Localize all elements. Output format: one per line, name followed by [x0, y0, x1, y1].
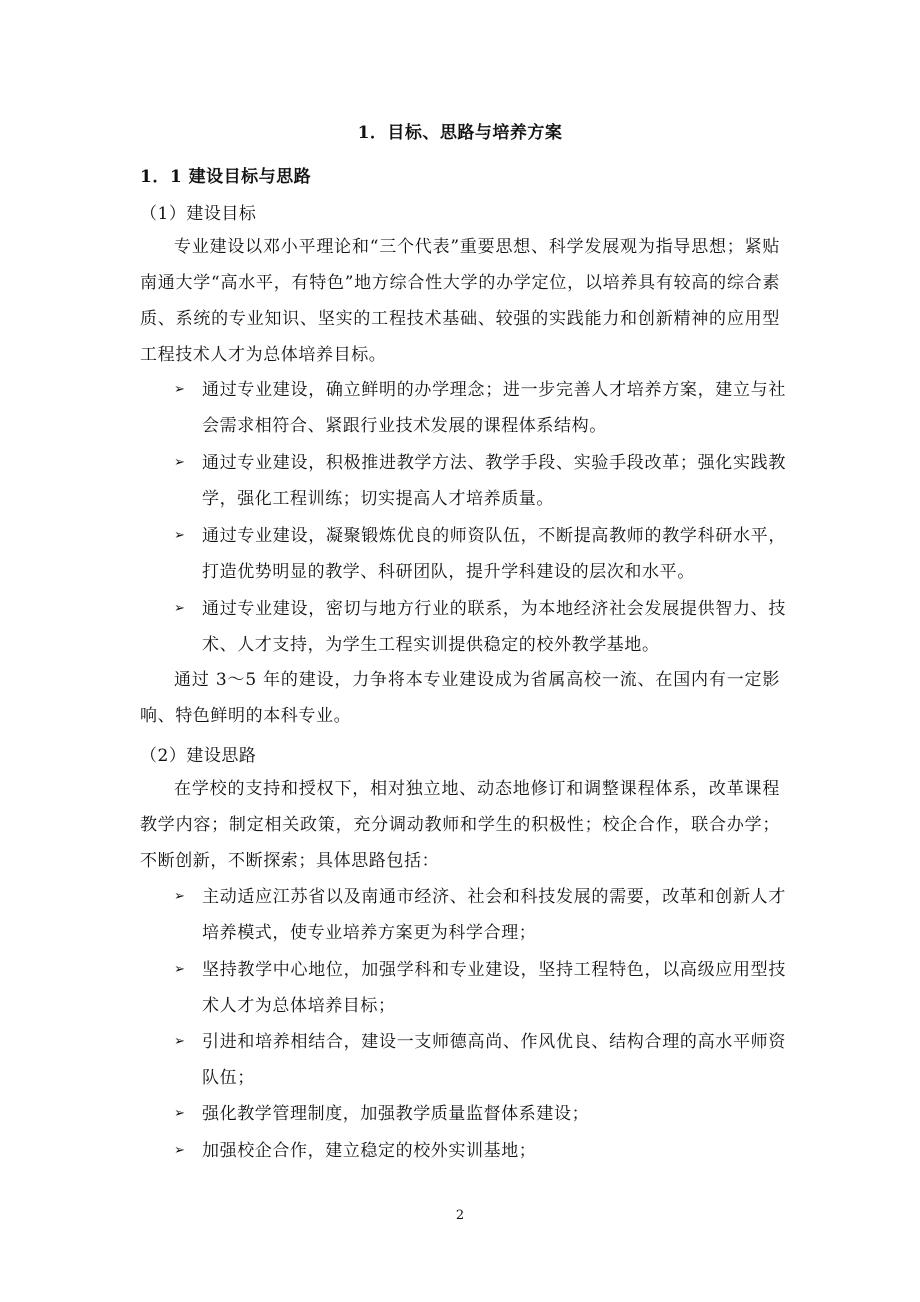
bullet-text: 强化教学管理制度，加强教学质量监督体系建设；: [202, 1104, 590, 1124]
arrow-bullet-icon: ➢: [174, 1034, 186, 1049]
bullet-text: 坚持教学中心地位，加强学科和专业建设，坚持工程特色，以高级应用型技术人才为总体培养目标；: [202, 960, 786, 1016]
arrow-bullet-icon: ➢: [174, 1143, 186, 1158]
arrow-bullet-icon: ➢: [174, 1106, 186, 1121]
page-number: 2: [455, 1208, 465, 1223]
section-heading: 1．1 建设目标与思路: [140, 167, 312, 187]
goal-bullet-4: [174, 591, 786, 663]
approach-bullet-1: [174, 879, 786, 951]
timeline-paragraph: 通过 3～5 年的建设，力争将本专业建设成为省属高校一流、在国内有一定影响、特色鲜明的本科专业。: [140, 670, 780, 726]
goal-bullet-2: [174, 445, 786, 517]
arrow-bullet-icon: ➢: [174, 889, 186, 904]
arrow-bullet-icon: ➢: [174, 455, 186, 470]
approach-bullet-4: [174, 1096, 786, 1132]
approach-bullet-3: [174, 1024, 786, 1096]
arrow-bullet-icon: ➢: [174, 382, 186, 397]
goal-bullet-1: [174, 372, 786, 444]
bullet-text: 加强校企合作，建立稳定的校外实训基地；: [202, 1141, 537, 1161]
approach-paragraph: 在学校的支持和授权下，相对独立地、动态地修订和调整课程体系，改革课程教学内容；制定相关政策，充分调动教师和学生的积极性；校企合作，联合办学；不断创新，不断探索；具体思路包括：: [140, 779, 780, 871]
arrow-bullet-icon: ➢: [174, 528, 186, 543]
goals-paragraph: 专业建设以邓小平理论和“三个代表”重要思想、科学发展观为指导思想；紧贴南通大学“高水平，有特色”地方综合性大学的办学定位，以培养具有较高的综合素质、系统的专业知识、坚实的工程技术基础、较强的实践能力和创新精神的应用型工程技术人才为总体培养目标。: [140, 237, 780, 365]
subsection-heading-approach: （2）建设思路: [140, 746, 257, 766]
goal-bullet-3: [174, 518, 786, 590]
arrow-bullet-icon: ➢: [174, 601, 186, 616]
bullet-text: 主动适应江苏省以及南通市经济、社会和科技发展的需要，改革和创新人才培养模式，使专业培养方案更为科学合理；: [202, 887, 786, 943]
bullet-text: 通过专业建设，凝聚锻炼优良的师资队伍，不断提高教师的教学科研水平，打造优势明显的教学、科研团队，提升学科建设的层次和水平。: [202, 526, 786, 582]
bullet-text: 通过专业建设，密切与地方行业的联系，为本地经济社会发展提供智力、技术、人才支持，为学生工程实训提供稳定的校外教学基地。: [202, 599, 786, 655]
bullet-text: 通过专业建设，积极推进教学方法、教学手段、实验手段改革；强化实践教学，强化工程训练；切实提高人才培养质量。: [202, 453, 786, 509]
chapter-title: 1．目标、思路与培养方案: [357, 123, 563, 143]
arrow-bullet-icon: ➢: [174, 962, 186, 977]
approach-bullet-2: [174, 952, 786, 1024]
subsection-heading-goals: （1）建设目标: [140, 204, 257, 224]
bullet-text: 引进和培养相结合，建设一支师德高尚、作风优良、结构合理的高水平师资队伍；: [202, 1032, 786, 1088]
bullet-text: 通过专业建设，确立鲜明的办学理念；进一步完善人才培养方案，建立与社会需求相符合、紧跟行业技术发展的课程体系结构。: [202, 380, 786, 436]
approach-bullet-5: [174, 1133, 786, 1169]
